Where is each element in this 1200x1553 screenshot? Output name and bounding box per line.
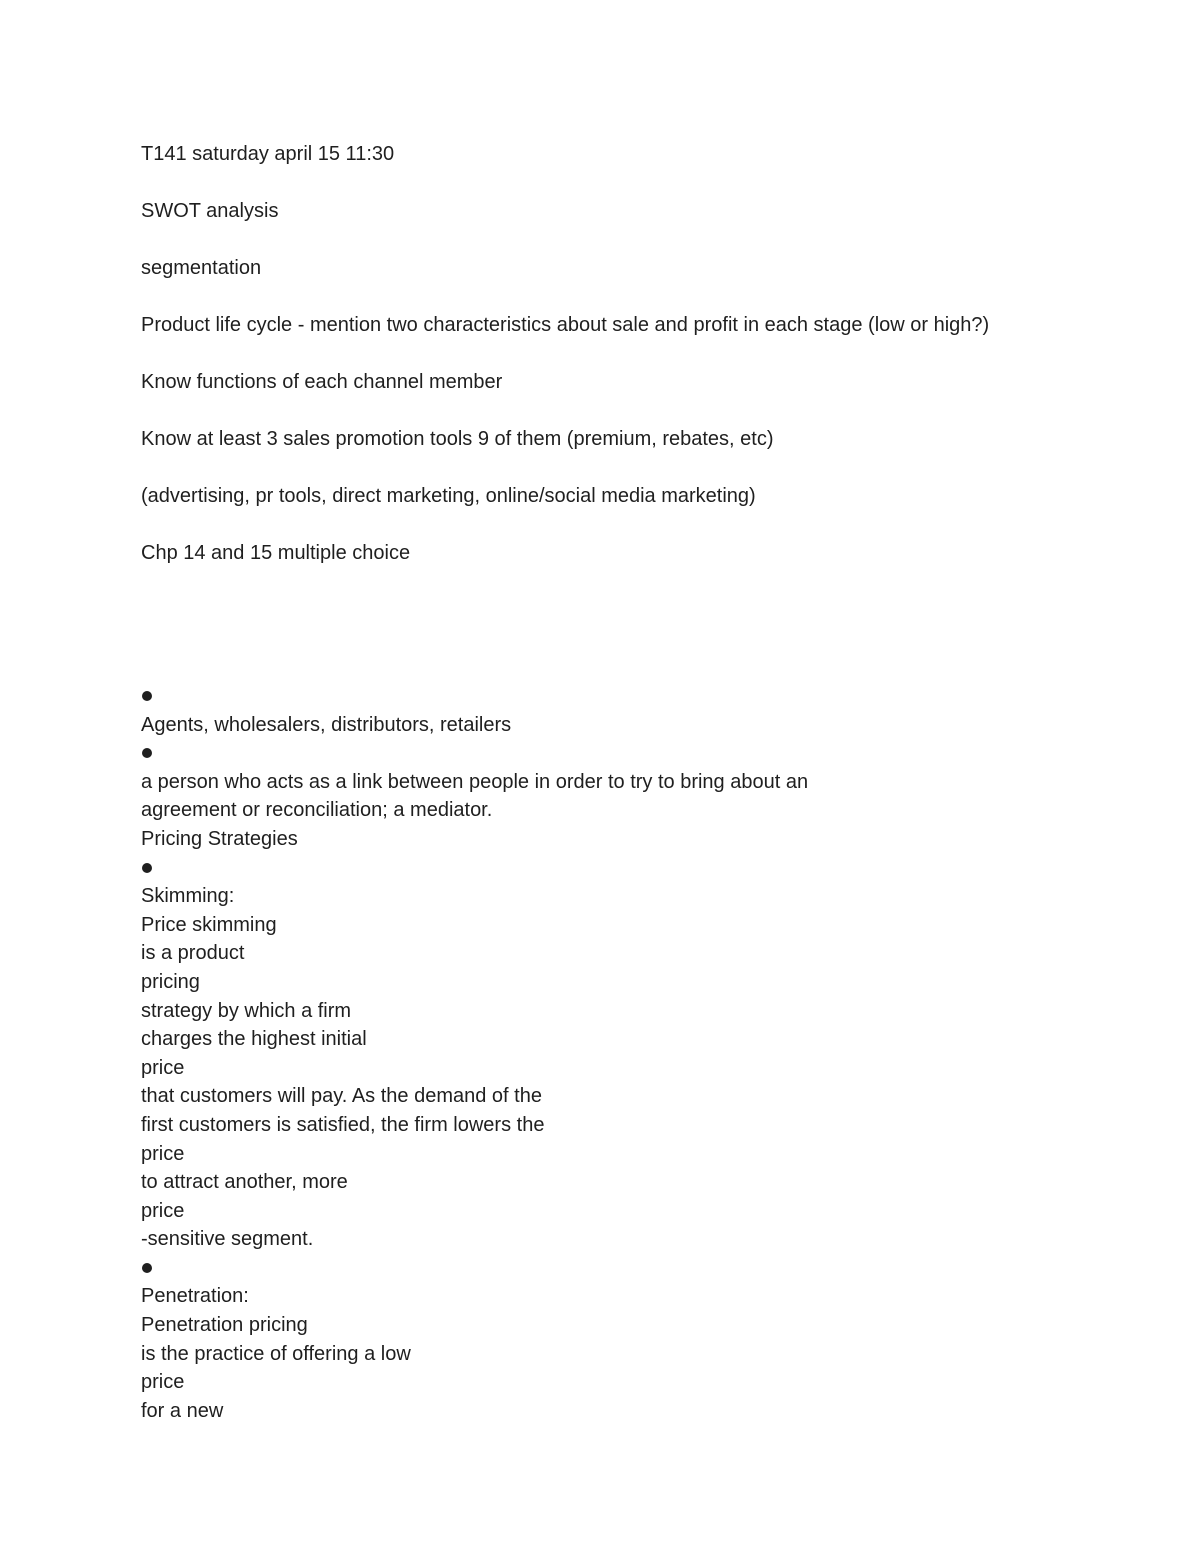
blank-space [141, 596, 1101, 682]
skimming-line: first customers is satisfied, the firm lowers the [141, 1113, 545, 1136]
note-swot: SWOT analysis [141, 200, 279, 222]
document-page [141, 140, 1101, 1425]
skimming-line: charges the highest initial [141, 1028, 367, 1051]
skimming-label: Skimming: [141, 885, 235, 908]
penetration-line: Penetration pricing [141, 1314, 308, 1337]
skimming-line: price [141, 1199, 185, 1222]
penetration-label: Penetration: [141, 1285, 249, 1308]
note-sales-promotion: Know at least 3 sales promotion tools 9 of them (premium, rebates, etc) [141, 428, 774, 450]
agents-line: Agents, wholesalers, distributors, retailers [141, 713, 512, 736]
pricing-strategies-heading: Pricing Strategies [141, 827, 298, 850]
bullet-item [141, 739, 1101, 768]
skimming-line: is a product [141, 942, 245, 965]
note-promotion-mix: (advertising, pr tools, direct marketing, online/social media marketing) [141, 485, 756, 507]
skimming-line: Price skimming [141, 913, 277, 936]
skimming-line: -sensitive segment. [141, 1228, 314, 1251]
note-product-life-cycle: Product life cycle - mention two characteristics about sale and profit in each stage (low or high?) [141, 314, 990, 336]
mediator-line: a person who acts as a link between people in order to try to bring about an [141, 770, 809, 793]
bullet-icon [142, 863, 152, 873]
penetration-line: is the practice of offering a low [141, 1342, 411, 1365]
note-segmentation: segmentation [141, 257, 262, 279]
note-channel-member: Know functions of each channel member [141, 371, 503, 393]
skimming-line: price [141, 1056, 185, 1079]
note-exam-info: T141 saturday april 15 11:30 [141, 143, 395, 165]
bullet-icon [142, 691, 152, 701]
bullet-item [141, 682, 1101, 711]
bullet-item [141, 854, 1101, 883]
skimming-line: strategy by which a firm [141, 999, 352, 1022]
skimming-line: to attract another, more [141, 1171, 348, 1194]
bullet-icon [142, 748, 152, 758]
penetration-line: price [141, 1371, 185, 1394]
bullet-item [141, 1254, 1101, 1283]
skimming-line: price [141, 1142, 185, 1165]
note-chapters: Chp 14 and 15 multiple choice [141, 542, 411, 564]
skimming-line: pricing [141, 970, 200, 993]
bullet-icon [142, 1263, 152, 1273]
penetration-line: for a new [141, 1399, 224, 1422]
skimming-line: that customers will pay. As the demand of the [141, 1085, 542, 1108]
mediator-line: agreement or reconciliation; a mediator. [141, 799, 493, 822]
